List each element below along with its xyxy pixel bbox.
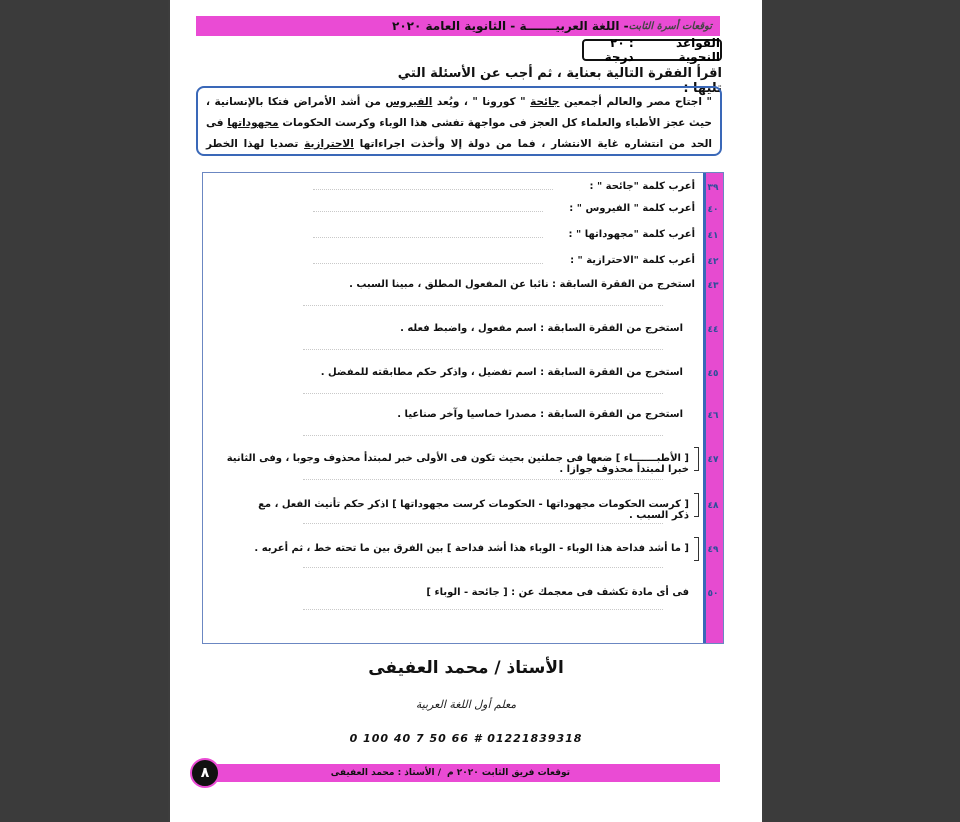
instruction-text: اقرأ الفقرة التالية بعناية ، ثم أجب عن الأسئلة التي تليها : [397,66,722,96]
passage-part: من أشد الأمراض فتكا بالإنسانية ، حيث عجز الأطباء والعلماء كل العجز فى مواجهة تفشى هذا الوباء وكرست الحكومات [206,96,712,129]
question-text: أعرب كلمة "الاحترازية " : [570,255,695,266]
passage-word-underlined: جائحة [530,96,560,108]
question-number: ٤٣ [707,281,719,291]
passage-word-underlined: الفيروس [385,96,433,108]
passage-word-underlined: مجهوداتها [227,117,279,129]
grade-box [582,36,722,64]
answer-line [303,435,663,436]
question-text: استخرج من الفقرة السابقة : اسم مفعول ، واضبط فعله . [400,323,683,334]
question-text: استخرج من الفقرة السابقة : اسم تفضيل ، واذكر حكم مطابقته للمفضل . [320,367,683,378]
document-page [170,0,762,822]
questions-frame [202,172,724,644]
question-number: ٤٦ [707,411,719,421]
question-number: ٤٠ [707,205,719,215]
answer-line [303,393,663,394]
question-number: ٤٩ [707,545,719,555]
answer-line [303,523,663,524]
question-bracket [694,537,699,561]
grade-section: القواعد النحوية [675,36,720,64]
answer-line [313,263,543,264]
question-text: أعرب كلمة " الفيروس " : [569,203,695,214]
footer-bar-right: / الأستاذ : محمد العفيفى [330,768,442,778]
passage-part: " كورونا " ، ويُعد [432,96,531,108]
teacher-title: معلم أول اللغة العربية [415,698,517,711]
question-text: [ ما أشد فداحة هذا الوباء - الوباء هذا أشد فداحة ] بين الفرق بين ما تحته خط ، ثم أعربه . [254,543,689,554]
question-text: أعرب كلمة "جائحة " : [589,181,695,192]
question-text: [ الأطبـــــــاء ] ضعها فى جملتين بحيث تكون فى الأولى خبر لمبتدأ محذوف وجوبا ، وفى الثانية خبرا لمبتدأ محذوف جوازا . [226,453,689,475]
header-bar [196,16,720,36]
passage-box [196,86,722,156]
question-number-strip [703,173,723,643]
question-number: ٤٧ [707,455,719,465]
question-text: استخرج من الفقرة السابقة : نائبا عن المفعول المطلق ، مبينا السبب . [349,279,695,290]
passage-part: تصديا لهذا الخطر [206,138,299,150]
question-bracket [694,447,699,471]
left-dark-margin [0,0,168,822]
question-text: [ كرست الحكومات مجهوداتها - الحكومات كرست مجهوداتها ] اذكر حكم تأنيث الفعل ، مع ذكر السبب . [258,499,689,521]
grade-marks: : ٢٠ درجة [604,36,634,64]
question-number: ٤٨ [707,501,719,511]
footer-bar-left: توقعات فريق الثابت ٢٠٢٠ م [447,768,570,778]
question-text: أعرب كلمة "مجهوداتها " : [568,229,695,240]
question-number: ٤٤ [707,325,719,335]
header-brand: توقعات أسرة الثابت [628,20,712,32]
header-subject: - اللغة العربيـــــــة - الثانوية العامة ٢٠٢٠ [392,19,629,33]
answer-line [303,567,663,568]
answer-line [313,189,553,190]
answer-line [303,349,663,350]
passage-part: فى الحد من انتشاره غاية الانتشار ، فما من دولة إلا وأخذت اجراءاتها [206,117,712,150]
right-dark-margin [764,0,960,822]
question-bracket [694,493,699,517]
answer-line [303,609,663,610]
answer-line [313,211,543,212]
teacher-phones: 0 100 40 7 50 66 # 01221839318 [349,732,583,745]
question-number: ٣٩ [707,183,719,193]
answer-line [313,237,543,238]
question-text: استخرج من الفقرة السابقة : مصدرا خماسيا وآخر صناعيا . [397,409,683,420]
answer-line [303,305,663,306]
answer-line [303,479,663,480]
teacher-name: الأستاذ / محمد العفيفى [368,658,564,678]
question-number: ٥٠ [707,589,719,599]
page-number: ٨ [190,758,220,788]
footer-bar [196,764,720,782]
passage-part: " اجتاح مصر والعالم أجمعين [559,96,712,108]
question-number: ٤٥ [707,369,719,379]
question-number: ٤١ [707,231,719,241]
passage-word-underlined: الاحترازية [304,138,354,150]
question-text: فى أى مادة تكشف فى معجمك عن : [ جائحة - الوباء ] [426,587,689,598]
question-number: ٤٢ [707,257,719,267]
